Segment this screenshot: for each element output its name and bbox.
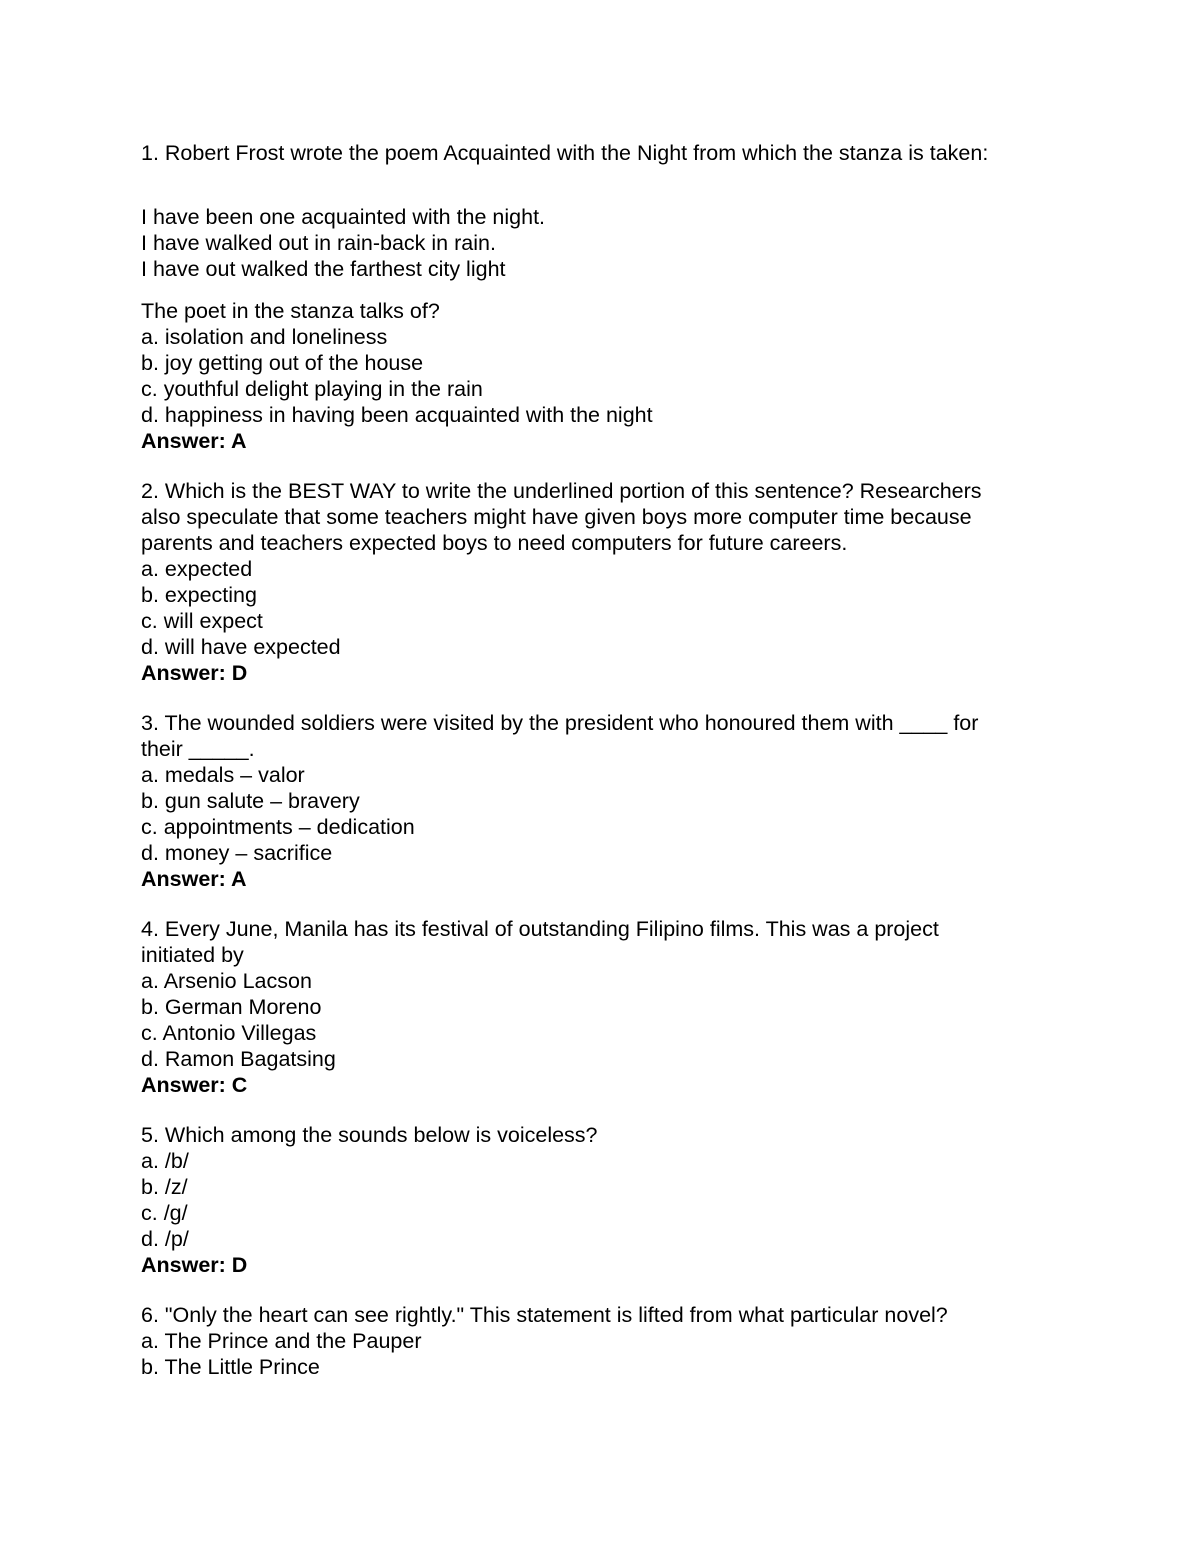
option: b. The Little Prince <box>141 1355 320 1379</box>
option: c. Antonio Villegas <box>141 1021 317 1045</box>
answer-label: Answer: A <box>141 429 247 453</box>
question-2 <box>141 478 1101 686</box>
question-prompt: 2. Which is the BEST WAY to write the underlined portion of this sentence? Researchers <box>141 479 982 503</box>
option: a. isolation and loneliness <box>141 325 388 349</box>
option: c. youthful delight playing in the rain <box>141 377 483 401</box>
option: b. expecting <box>141 583 257 607</box>
answer-label: Answer: A <box>141 867 247 891</box>
question-prompt: 4. Every June, Manila has its festival of outstanding Filipino films. This was a project <box>141 917 939 941</box>
stanza-line: I have out walked the farthest city light <box>141 257 506 281</box>
question-5 <box>141 1122 1101 1278</box>
poem-stanza <box>141 204 1101 282</box>
option: d. happiness in having been acquainted with the night <box>141 403 653 427</box>
option: d. will have expected <box>141 635 341 659</box>
option: d. Ramon Bagatsing <box>141 1047 336 1071</box>
question-prompt: 1. Robert Frost wrote the poem Acquainted with the Night from which the stanza is taken: <box>141 141 989 165</box>
question-3 <box>141 710 1101 892</box>
option: d. /p/ <box>141 1227 189 1251</box>
answer-label: Answer: D <box>141 661 248 685</box>
stanza-line: I have been one acquainted with the night. <box>141 205 546 229</box>
option: a. /b/ <box>141 1149 189 1173</box>
question-prompt: 3. The wounded soldiers were visited by the president who honoured them with ____ for <box>141 711 979 735</box>
option: d. money – sacrifice <box>141 841 333 865</box>
question-prompt: parents and teachers expected boys to need computers for future careers. <box>141 531 848 555</box>
question-1 <box>141 140 1101 454</box>
stanza-line: I have walked out in rain-back in rain. <box>141 231 496 255</box>
option: a. expected <box>141 557 253 581</box>
option: c. /g/ <box>141 1201 188 1225</box>
option: a. The Prince and the Pauper <box>141 1329 422 1353</box>
option: b. gun salute – bravery <box>141 789 360 813</box>
question-4 <box>141 916 1101 1098</box>
option: b. joy getting out of the house <box>141 351 424 375</box>
question-prompt: 6. "Only the heart can see rightly." This statement is lifted from what particular novel? <box>141 1303 948 1327</box>
question-prompt: their _____. <box>141 737 255 761</box>
option: a. medals – valor <box>141 763 305 787</box>
answer-label: Answer: D <box>141 1253 248 1277</box>
question-prompt: initiated by <box>141 943 244 967</box>
option: c. will expect <box>141 609 263 633</box>
question-prompt: also speculate that some teachers might have given boys more computer time because <box>141 505 972 529</box>
question-6 <box>141 1302 1101 1380</box>
document-page <box>141 140 1101 1380</box>
option: b. /z/ <box>141 1175 188 1199</box>
question-text: The poet in the stanza talks of? <box>141 299 440 323</box>
answer-label: Answer: C <box>141 1073 248 1097</box>
option: a. Arsenio Lacson <box>141 969 312 993</box>
question-prompt: 5. Which among the sounds below is voiceless? <box>141 1123 598 1147</box>
option: c. appointments – dedication <box>141 815 415 839</box>
option: b. German Moreno <box>141 995 322 1019</box>
